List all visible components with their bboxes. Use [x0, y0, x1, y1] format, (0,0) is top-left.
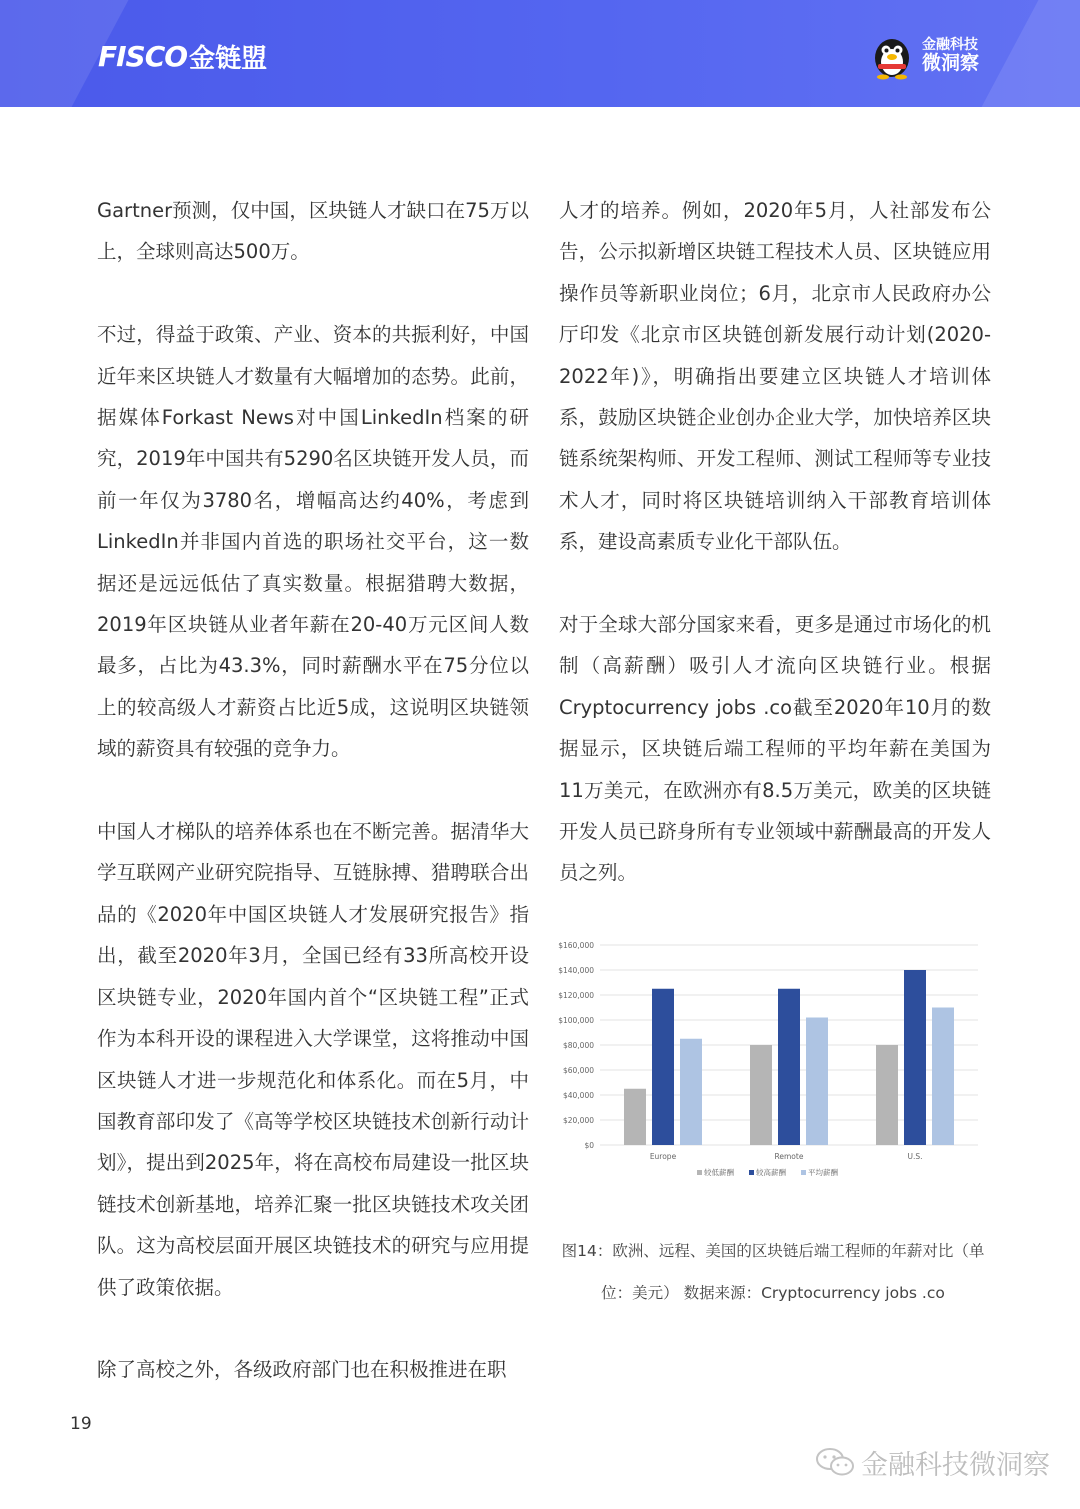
page-number: 19 — [70, 1414, 92, 1434]
x-tick-label: Europe — [649, 1152, 677, 1161]
bar — [778, 989, 800, 1145]
left-column — [97, 190, 529, 1432]
bar — [806, 1018, 828, 1146]
right-column — [559, 190, 991, 935]
paragraph: 对于全球大部分国家来看，更多是通过市场化的机制（高薪酬）吸引人才流向区块链行业。根据Cryptocurrency jobs .co截至2020年10月的数据显示，区块链后端工程师的平均年薪在美国为11万美元，在欧洲亦有8.5万美元，欧美的区块链开发人员已跻身所有专业领域中薪酬最高的开发人员之列。 — [559, 613, 991, 885]
y-tick-label: $60,000 — [562, 1066, 594, 1075]
partner-line2: 微洞察 — [922, 52, 980, 75]
brand-cn: 金链盟 — [189, 43, 268, 74]
watermark-text: 金融科技微洞察 — [861, 1449, 1050, 1481]
penguin-icon — [870, 32, 914, 80]
bar — [652, 989, 674, 1145]
brand-latin: FISCO — [98, 39, 188, 73]
y-tick-label: $160,000 — [558, 941, 594, 950]
legend-label: 较高薪酬 — [756, 1168, 786, 1177]
paragraph: 除了高校之外，各级政府部门也在积极推进在职 — [97, 1358, 507, 1382]
legend-label: 平均薪酬 — [808, 1168, 838, 1177]
paragraph: 不过，得益于政策、产业、资本的共振利好，中国近年来区块链人才数量有大幅增加的态势。此前，据媒体Forkast News对中国LinkedIn档案的研究，2019年中国共有5290名区块链开发人员，而前一年仅为3780名，增幅高达约40%，考虑到LinkedIn并非国内首选的职场社交平台，这一数据还是远远低估了真实数量。根据猎聘大数据，2019年区块链从业者年薪在20-40万元区间人数最多，占比为43.3%，同时薪酬水平在75分位以上的较高级人才薪资占比近5成，这说明区块链领域的薪资具有较强的竞争力。 — [97, 323, 529, 761]
y-tick-label: $140,000 — [558, 966, 594, 975]
page-header — [0, 0, 1080, 107]
fisco-logo — [98, 36, 267, 76]
legend-swatch — [749, 1170, 754, 1175]
partner-line1: 金融科技 — [922, 36, 978, 53]
bar — [932, 1008, 954, 1146]
legend-swatch — [697, 1170, 702, 1175]
legend-label: 较低薪酬 — [704, 1168, 734, 1177]
x-tick-label: U.S. — [907, 1152, 923, 1161]
bar — [904, 970, 926, 1145]
y-tick-label: $20,000 — [562, 1116, 594, 1125]
partner-logo — [870, 32, 979, 80]
wechat-icon — [815, 1446, 855, 1478]
watermark — [815, 1440, 1050, 1484]
figure-caption: 图14：欧洲、远程、美国的区块链后端工程师的年薪对比（单位：美元） 数据来源：Cryptocurrency jobs .co — [561, 1242, 985, 1302]
paragraph: Gartner预测，仅中国，区块链人才缺口在75万以上，全球则高达500万。 — [97, 199, 529, 264]
paragraph: 中国人才梯队的培养体系也在不断完善。据清华大学互联网产业研究院指导、互链脉搏、猎聘联合出品的《2020年中国区块链人才发展研究报告》指出，截至2020年3月，全国已经有33所高校开设区块链专业，2020年国内首个“区块链工程”正式作为本科开设的课程进入大学课堂，这将推动中国区块链人才进一步规范化和体系化。而在5月，中国教育部印发了《高等学校区块链技术创新行动计划》，提出到2025年，将在高校布局建设一批区块链技术创新基地，培养汇聚一批区块链技术攻关团队。这为高校层面开展区块链技术的研究与应用提供了政策依据。 — [97, 820, 529, 1299]
bar — [750, 1045, 772, 1145]
bar — [876, 1045, 898, 1145]
salary-bar-chart — [555, 930, 985, 1190]
y-tick-label: $80,000 — [562, 1041, 594, 1050]
bar — [624, 1089, 646, 1145]
chart-svg — [555, 930, 985, 1190]
y-tick-label: $100,000 — [558, 1016, 594, 1025]
paragraph: 人才的培养。例如，2020年5月，人社部发布公告，公示拟新增区块链工程技术人员、区块链应用操作员等新职业岗位；6月，北京市人民政府办公厅印发《北京市区块链创新发展行动计划(2020-2022年)》，明确指出要建立区块链人才培训体系，鼓励区块链企业创办企业大学，加快培养区块链系统架构师、开发工程师、测试工程师等专业技术人才，同时将区块链培训纳入干部教育培训体系，建设高素质专业化干部队伍。 — [559, 199, 991, 554]
y-tick-label: $40,000 — [562, 1091, 594, 1100]
bar — [680, 1039, 702, 1145]
x-tick-label: Remote — [774, 1152, 804, 1161]
y-tick-label: $0 — [584, 1141, 594, 1150]
header-stripe — [982, 0, 1080, 107]
legend-swatch — [801, 1170, 806, 1175]
y-tick-label: $120,000 — [558, 991, 594, 1000]
